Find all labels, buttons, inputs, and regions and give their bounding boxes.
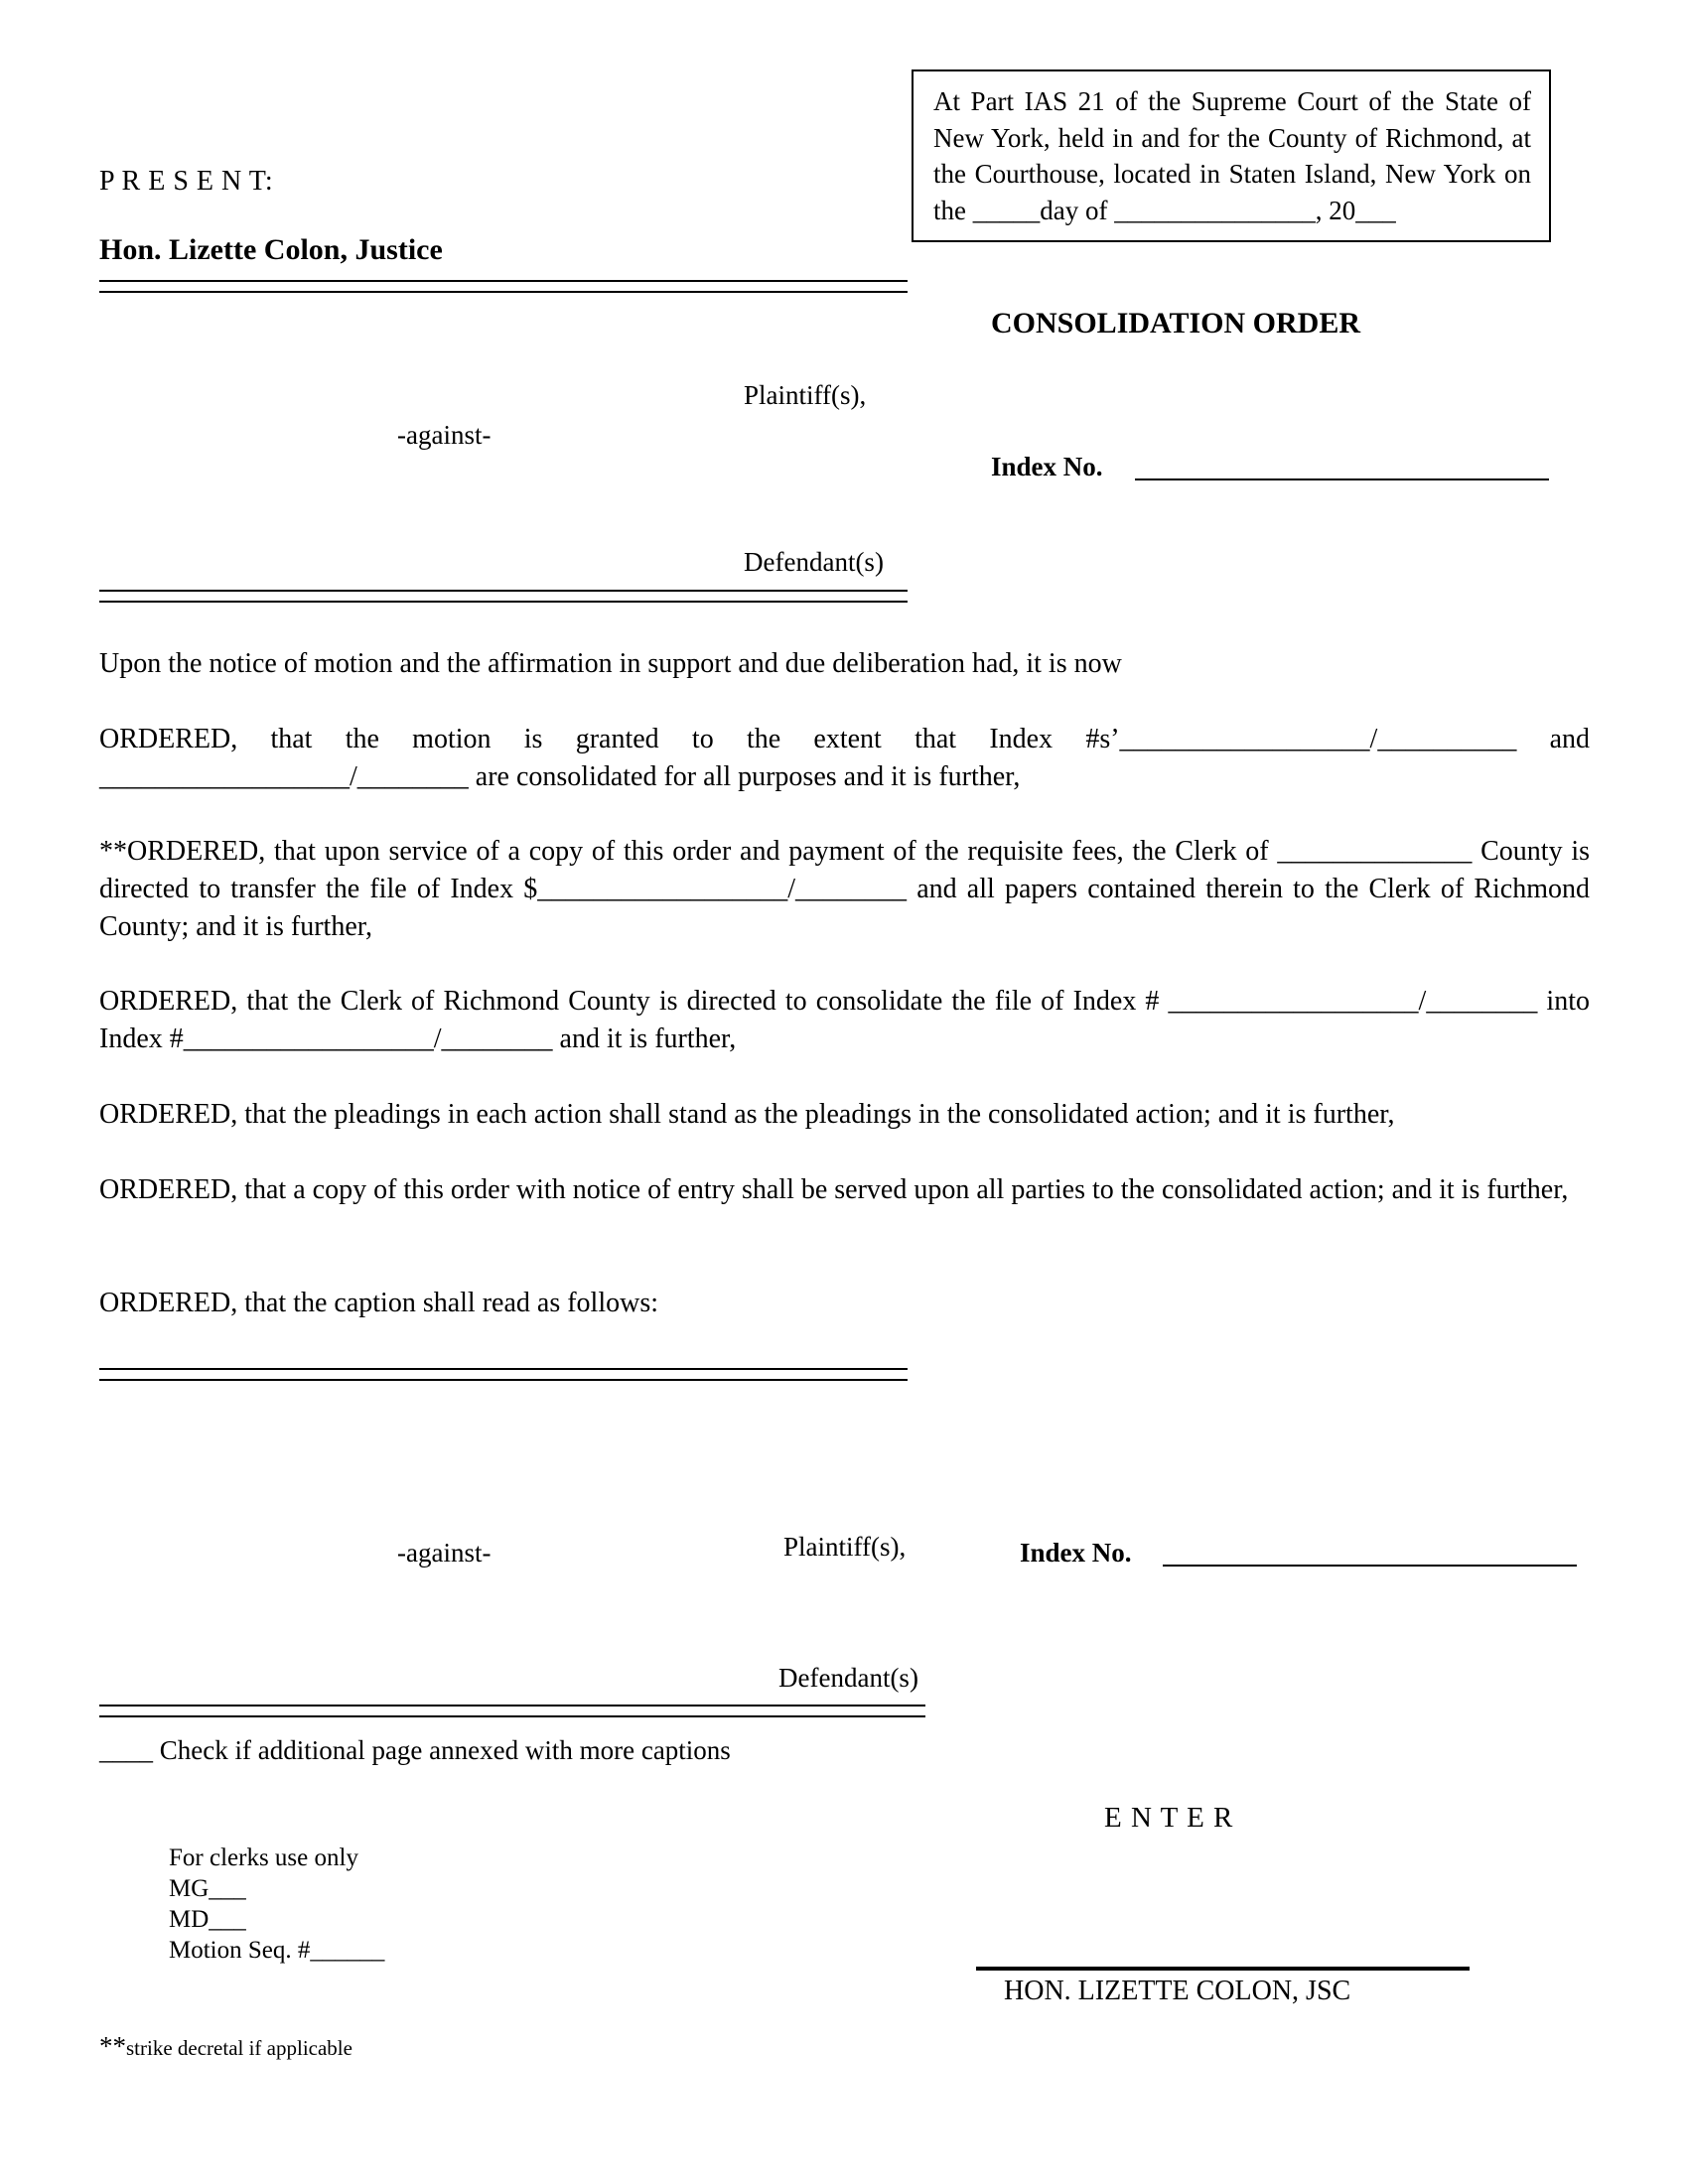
- ordered-paragraph-4: ORDERED, that the pleadings in each action shall stand as the pleadings in the consolidated action; and it is further,: [99, 1099, 1395, 1130]
- present-label: P R E S E N T:: [99, 166, 274, 197]
- plaintiff-label: Plaintiff(s),: [744, 380, 867, 410]
- index-no-label: Index No.: [991, 452, 1103, 481]
- against-label: -against-: [397, 420, 492, 450]
- plaintiff-label-2: Plaintiff(s),: [783, 1532, 907, 1562]
- additional-captions-check[interactable]: ____ Check if additional page annexed with more captions: [99, 1735, 731, 1765]
- caption-bottom-rule: [99, 590, 908, 603]
- caption2-top-rule: [99, 1368, 908, 1381]
- clerks-md: MD___: [169, 1906, 246, 1933]
- index-no-field[interactable]: [1135, 478, 1549, 480]
- intro-paragraph: Upon the notice of motion and the affirmation in support and due deliberation had, it is now: [99, 648, 1122, 679]
- index-no-label-2: Index No.: [1020, 1538, 1132, 1568]
- clerks-motion-seq: Motion Seq. #______: [169, 1937, 385, 1964]
- index-no-field-2[interactable]: [1163, 1565, 1577, 1567]
- caption-top-rule: [99, 280, 908, 293]
- footnote-text: strike decretal if applicable: [126, 2036, 352, 2060]
- ordered-paragraph-5: ORDERED, that a copy of this order with notice of entry shall be served upon all parties to the consolidated action; and it is further,: [99, 1174, 1569, 1205]
- defendant-label: Defendant(s): [744, 547, 884, 577]
- defendant-label-2: Defendant(s): [778, 1663, 918, 1693]
- court-info-box: [912, 69, 1551, 242]
- court-info-text: At Part IAS 21 of the Supreme Court of the State of New York, held in and for the County of Richmond, at the Courthouse, located in Staten Island, New York on the _____day of _______________, 20___: [933, 86, 1531, 225]
- caption2-bottom-rule: [99, 1705, 925, 1717]
- judge-name: Hon. Lizette Colon, Justice: [99, 233, 443, 266]
- document-title: CONSOLIDATION ORDER: [991, 307, 1360, 340]
- ordered-paragraph-3: ORDERED, that the Clerk of Richmond County is directed to consolidate the file of Index # __________________/________ into Index #__________________/________ and it is further,: [99, 986, 1590, 1054]
- enter-label: E N T E R: [1104, 1802, 1234, 1834]
- signature-line[interactable]: [976, 1967, 1470, 1971]
- footnote-mark: **: [99, 2031, 126, 2061]
- clerks-mg: MG___: [169, 1875, 246, 1902]
- ordered-paragraph-1: ORDERED, that the motion is granted to the extent that Index #s’__________________/__________ and __________________/________ are consolidated for all purposes and it is further,: [99, 724, 1590, 792]
- against-label-2: -against-: [397, 1538, 492, 1568]
- ordered-paragraph-6: ORDERED, that the caption shall read as follows:: [99, 1288, 658, 1318]
- clerks-use-title: For clerks use only: [169, 1844, 358, 1871]
- signature-name: HON. LIZETTE COLON, JSC: [1004, 1976, 1351, 2006]
- ordered-paragraph-2: **ORDERED, that upon service of a copy of this order and payment of the requisite fees, the Clerk of ______________ County is directed to transfer the file of Index $__________________/________ and all papers contained therein to the Clerk of Richmond County; and it is further,: [99, 836, 1590, 942]
- footnote: [99, 2032, 352, 2062]
